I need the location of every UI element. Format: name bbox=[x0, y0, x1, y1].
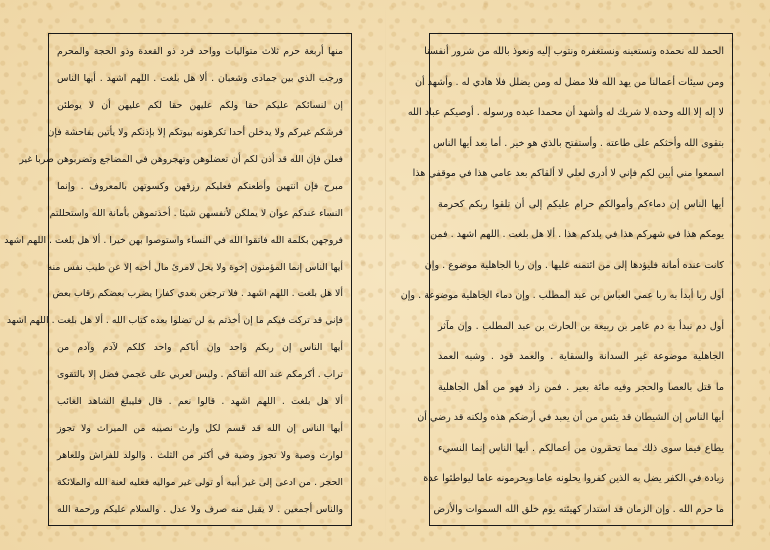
text-line: لا إله إلا الله وحده لا شريك له وأشهد أن محمدا عبده ورسوله . أوصيكم عباد الله bbox=[407, 107, 724, 119]
text-line: يومكم هذا في شهركم هذا في بلدكم هذا . ألا هل بلغت . اللهم اشهد . فمن bbox=[430, 229, 724, 241]
text-line: ما حرم الله . وإن الزمان قد استدار كهيئته يوم خلق الله السموات والأرض bbox=[433, 503, 724, 515]
text-line: زيادة في الكفر يضل به الذين كفروا يحلونه عاما ويحرمونه عاما ليواطئوا عدة bbox=[423, 473, 724, 485]
text-line: فروجهن بكلمة الله فاتقوا الله في النساء واستوصوا بهن خيرا . ألا هل بلغت . اللهم اشهد bbox=[4, 234, 343, 246]
text-line: اسمعوا مني أبين لكم فإني لا أدري لعلي لا ألقاكم بعد عامي هذا في موقفي هذا bbox=[412, 168, 724, 180]
text-line: أيها الناس إن الله قد قسم لكل وارث نصيبه من الميراث ولا تجوز bbox=[57, 423, 343, 435]
text-line: ما قتل بالعصا والحجر وفيه مائة بعير . فمن زاد فهو من أهل الجاهلية bbox=[438, 381, 724, 393]
text-line: منها أربعة حرم ثلاث متواليات وواحد فرد ذو القعدة وذو الحجة والمحرم bbox=[57, 46, 343, 57]
text-line: أيها الناس إن الشيطان قد يئس من أن يعبد في أرضكم هذه ولكنه قد رضي أن bbox=[417, 412, 724, 424]
text-line: كانت عنده أمانة فليؤدها إلى من ائتمنه عليها . وإن ربا الجاهلية موضوع . وإن bbox=[424, 259, 724, 271]
text-line: ومن سيئات أعمالنا من يهد الله فلا مضل له ومن يضلل فلا هادي له . وأشهد أن bbox=[414, 76, 724, 88]
text-line: الجاهلية موضوعة غير السدانة والسقاية . والعمد قود . وشبه العمد bbox=[438, 351, 724, 363]
text-line: فعلن فإن الله قد أذن لكم أن تعضلوهن وتهجروهن في المضاجع وتضربوهن ضربا غير bbox=[19, 153, 343, 165]
left-page bbox=[4, 33, 352, 526]
text-line: الحجر . من ادعى إلى غير أبيه أو تولى غير مواليه فعليه لعنة الله والملائكة bbox=[57, 477, 343, 488]
text-line: والناس أجمعين . لا يقبل منه صرف ولا عدل . والسلام عليكم ورحمة الله bbox=[57, 503, 343, 515]
text-line: يطاع فيما سوى ذلك مما تحقرون من أعمالكم . أيها الناس إنما النسيء bbox=[438, 442, 724, 454]
text-line: ألا هل بلغت . اللهم اشهد . فلا ترجعن بعدي كفارا يضرب بعضكم رقاب بعض bbox=[52, 288, 343, 300]
right-page bbox=[400, 33, 733, 526]
text-line: النساء عندكم عوان لا يملكن لأنفسهن شيئا . أخذتموهن بأمانة الله واستحللتم bbox=[49, 207, 343, 219]
text-line: ورجب الذي بين جمادى وشعبان . ألا هل بلغت . اللهم اشهد . أيها الناس bbox=[57, 72, 343, 84]
text-line: مبرح فإن انتهين وأطعنكم فعليكم رزقهن وكسوتهن بالمعروف . وإنما bbox=[57, 180, 343, 192]
text-line: فإني قد تركت فيكم ما إن أخذتم به لن تضلوا بعده كتاب الله . ألا هل بلغت . اللهم اشهد bbox=[6, 315, 343, 327]
text-line: بتقوى الله وأحثكم على طاعته . وأستفتح بالذي هو خير . أما بعد أيها الناس bbox=[433, 137, 724, 149]
book-gutter bbox=[385, 0, 386, 550]
text-line: أيها الناس إن ربكم واحد وإن أباكم واحد كلكم لآدم وآدم من bbox=[57, 342, 343, 354]
text-line: فرشكم غيركم ولا يدخلن أحدا تكرهونه بيوتكم إلا بإذنكم ولا يأتين بفاحشة فإن bbox=[47, 126, 343, 138]
text-line: أيها الناس إنما المؤمنون إخوة ولا يحل لامرئ مال أخيه إلا عن طيب نفس منه bbox=[47, 261, 343, 273]
text-line: ألا هل بلغت . اللهم اشهد . قالوا نعم . قال فليبلغ الشاهد الغائب bbox=[57, 396, 343, 408]
text-line: أول دم نبدأ به دم عامر بن ربيعة بن الحارث بن عبد المطلب . وإن مآثر bbox=[438, 320, 724, 332]
text-line: إن لنسائكم عليكم حقا ولكم عليهن حقا لكم عليهن أن لا يوطئن bbox=[57, 99, 343, 111]
text-line: أيها الناس إن دماءكم وأموالكم حرام عليكم إلى أن تلقوا ربكم كحرمة bbox=[438, 198, 724, 210]
text-line: لوارث وصية ولا تجوز وصية في أكثر من الثلث . والولد للفراش وللعاهر bbox=[57, 450, 343, 462]
text-line: تراب . أكرمكم عند الله أتقاكم . وليس لعربي على عجمي فضل إلا بالتقوى bbox=[57, 369, 343, 381]
text-line: الحمد لله نحمده ونستعينه ونستغفره ونتوب إليه ونعوذ بالله من شرور أنفسنا bbox=[424, 46, 724, 57]
text-line: أول ربا أبدأ به ربا عمي العباس بن عبد المطلب . وإن دماء الجاهلية موضوعة . وإن bbox=[400, 290, 724, 302]
